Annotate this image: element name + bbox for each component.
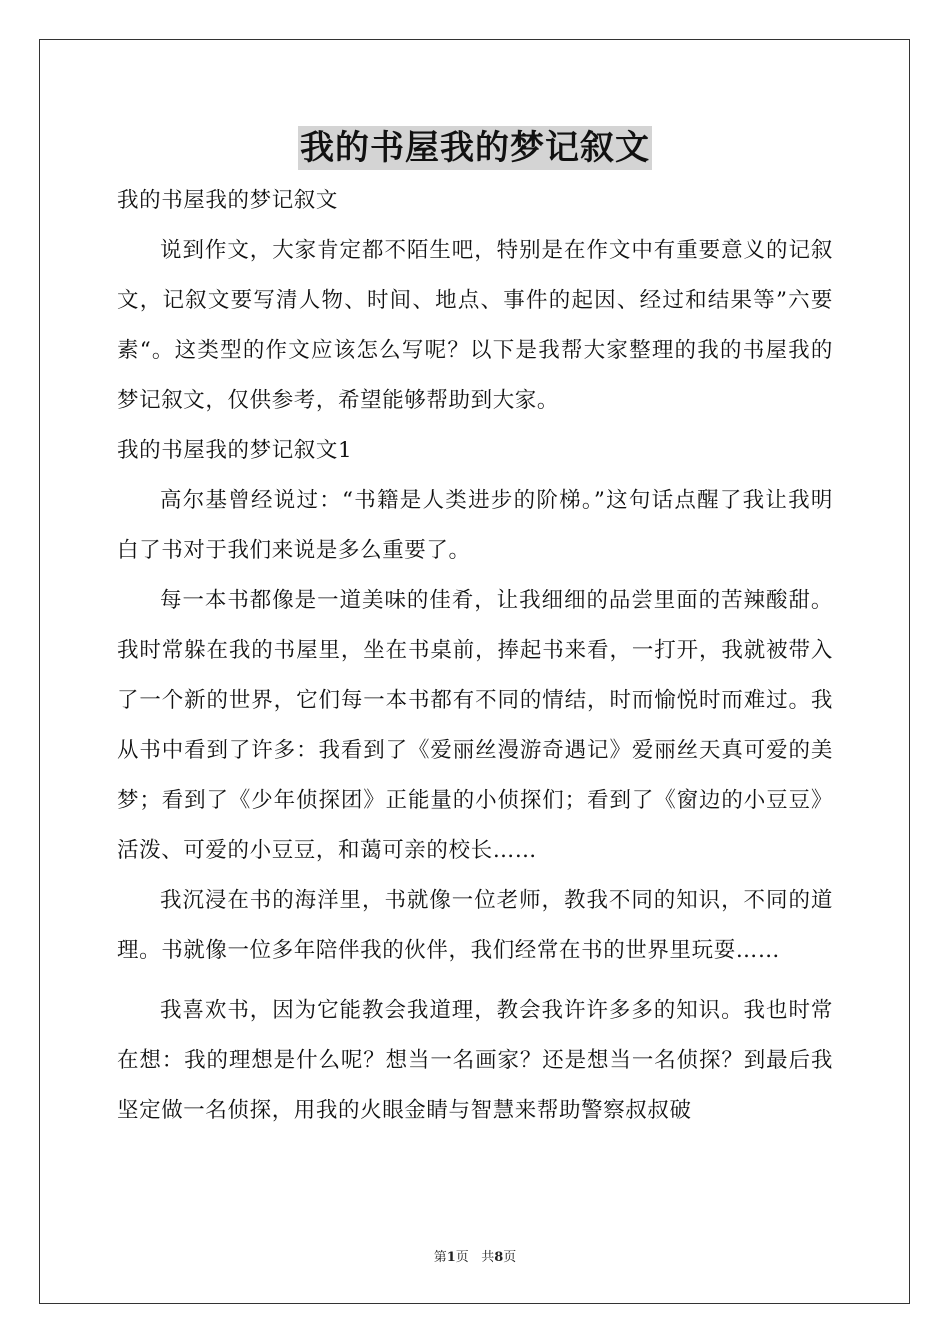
page-prefix: 第: [433, 1250, 447, 1265]
body-paragraph: 高尔基曾经说过：“书籍是人类进步的阶梯。”这句话点醒了我让我明白了书对于我们来说是多么重要了。: [117, 488, 833, 563]
document-body: [117, 176, 833, 1136]
page-number: 1: [446, 1250, 456, 1265]
page-footer: [0, 1246, 950, 1265]
total-pages: 8: [494, 1250, 504, 1265]
section-heading: 我的书屋我的梦记叙文1: [117, 438, 353, 463]
body-paragraph: 我喜欢书，因为它能教会我道理，教会我许许多多的知识。我也时常在想：我的理想是什么呢？想当一名画家？还是想当一名侦探？到最后我坚定做一名侦探，用我的火眼金睛与智慧来帮助警察叔叔破: [117, 998, 833, 1123]
body-paragraph: 我沉浸在书的海洋里，书就像一位老师，教我不同的知识，不同的道理。书就像一位多年陪伴我的伙伴，我们经常在书的世界里玩耍……: [117, 888, 833, 963]
body-paragraph: 说到作文，大家肯定都不陌生吧，特别是在作文中有重要意义的记叙文，记叙文要写清人物、时间、地点、事件的起因、经过和结果等”六要素“。这类型的作文应该怎么写呢？以下是我帮大家整理的我的书屋我的梦记叙文，仅供参考，希望能够帮助到大家。: [117, 238, 833, 413]
document-title: 我的书屋我的梦记叙文: [300, 128, 650, 168]
body-paragraph: 每一本书都像是一道美味的佳肴，让我细细的品尝里面的苦辣酸甜。我时常躲在我的书屋里，坐在书桌前，捧起书来看，一打开，我就被带入了一个新的世界，它们每一本书都有不同的情结，时而愉悦时而难过。我从书中看到了许多：我看到了《爱丽丝漫游奇遇记》爱丽丝天真可爱的美梦；看到了《少年侦探团》正能量的小侦探们；看到了《窗边的小豆豆》活泼、可爱的小豆豆，和蔼可亲的校长……: [117, 588, 833, 863]
section-heading: 我的书屋我的梦记叙文: [117, 188, 339, 213]
title-container: [0, 126, 950, 170]
total-prefix: 共: [481, 1250, 495, 1265]
total-suffix: 页: [503, 1250, 517, 1265]
page-suffix: 页: [455, 1250, 469, 1265]
